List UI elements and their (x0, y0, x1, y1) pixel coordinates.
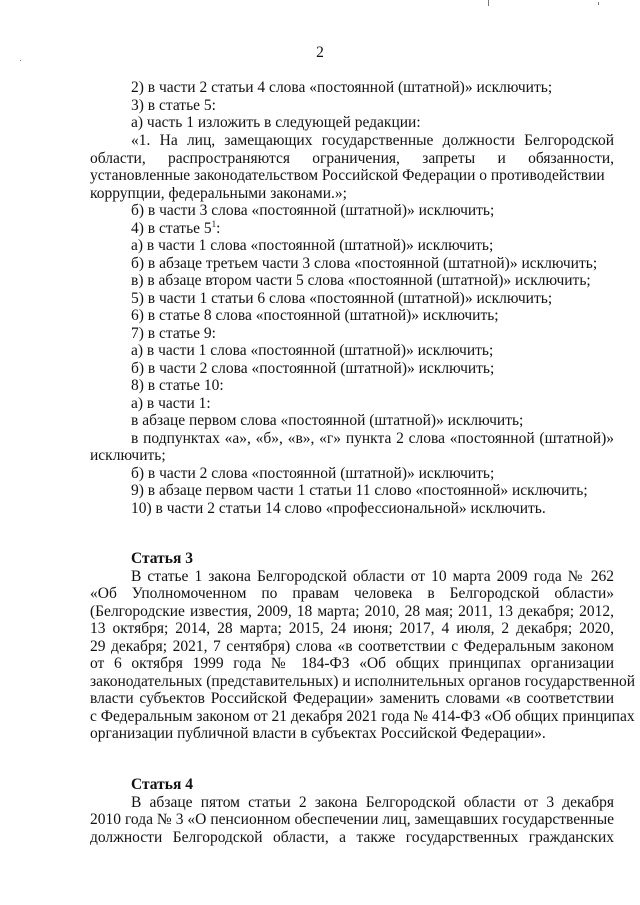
article-3-line: В статье 1 закона Белгородской области от 10 марта 2009 года № 262 (131, 568, 614, 585)
superscript: 1 (211, 218, 217, 229)
scan-mark (598, 2, 599, 5)
article-3-line: организации публичной власти в субъектах Российской Федерации». (90, 725, 546, 742)
article-3-line: (Белгородские известия, 2009, 18 марта; 2010, 28 мая; 2011, 13 декабря; 2012, (90, 603, 614, 620)
amendment-line: 10) в части 2 статьи 14 слово «профессиональной» исключить. (131, 500, 546, 517)
amendment-line: 2) в части 2 статьи 4 слова «постоянной (штатной)» исключить; (131, 79, 553, 96)
amendment-line: 5) в части 1 статьи 6 слова «постоянной (штатной)» исключить; (131, 290, 553, 307)
amendment-line: б) в части 2 слова «постоянной (штатной)» исключить; (131, 360, 495, 377)
article-4-line: должности Белгородской области, а также государственных гражданских (90, 829, 614, 846)
amendment-line: 7) в статье 9: (131, 325, 216, 342)
amendment-line: установленные законодательством Российской Федерации о противодействии (90, 167, 605, 184)
article-3-line: 13 октября; 2014, 28 марта; 2015, 24 июня; 2017, 4 июля, 2 декабря; 2020, (90, 620, 614, 637)
amendment-line: 9) в абзаце первом части 1 статьи 11 слово «постоянной» исключить; (131, 482, 588, 499)
amendment-line: б) в части 3 слова «постоянной (штатной)» исключить; (131, 202, 495, 219)
amendment-line: исключить; (90, 447, 166, 464)
article-3-line: законодательных (представительных) и исполнительных органов государственной (90, 673, 636, 690)
amendment-line: 8) в статье 10: (131, 377, 224, 394)
amendment-text: 4) в статье 5 (131, 220, 212, 237)
amendment-line: в абзаце первом слова «постоянной (штатной)» исключить; (131, 412, 524, 429)
amendment-line: в) в абзаце втором части 5 слова «постоянной (штатной)» исключить; (131, 272, 591, 289)
amendment-line: а) часть 1 изложить в следующей редакции: (131, 114, 421, 131)
page-number: 2 (316, 44, 324, 61)
article-3-line: власти субъектов Российской Федерации» заменить словами «в соответствии (90, 690, 614, 707)
article-3-line: от 6 октября 1999 года № 184-ФЗ «Об общих принципах организации (90, 655, 614, 672)
scan-mark (488, 0, 489, 6)
amendment-line: б) в абзаце третьем части 3 слова «постоянной (штатной)» исключить; (131, 255, 598, 272)
article-3-line: 29 декабря; 2021, 7 сентября) слова «в соответствии с Федеральным законом (90, 638, 614, 655)
amendment-line: б) в части 2 слова «постоянной (штатной)» исключить; (131, 465, 495, 482)
article-4-line: В абзаце пятом статьи 2 закона Белгородской области от 3 декабря (131, 794, 614, 811)
amendment-line: 4) в статье $5^1$: (131, 218, 221, 237)
article-4-heading: Статья 4 (131, 776, 193, 793)
amendment-line: 3) в статье 5: (131, 97, 216, 114)
amendment-line: коррупции, федеральными законами.»; (90, 185, 347, 202)
amendment-line: области, распространяются ограничения, запреты и обязанности, (90, 150, 614, 167)
amendment-line: а) в части 1 слова «постоянной (штатной)» исключить; (131, 342, 494, 359)
article-3-line: «Об Уполномоченном по правам человека в Белгородской области» (90, 585, 614, 602)
amendment-line: в подпунктах «а», «б», «в», «г» пункта 2 слова «постоянной (штатной)» (131, 430, 614, 447)
article-3-heading: Статья 3 (131, 550, 193, 567)
amendment-line: «1. На лиц, замещающих государственные должности Белгородской (131, 132, 614, 149)
article-4-line: 2010 года № 3 «О пенсионном обеспечении лиц, замещавших государственные (90, 811, 614, 828)
amendment-line: а) в части 1 слова «постоянной (штатной)» исключить; (131, 237, 494, 254)
amendment-line: а) в части 1: (131, 395, 211, 412)
amendment-line: 6) в статье 8 слова «постоянной (штатной)» исключить; (131, 307, 499, 324)
article-3-line: с Федеральным законом от 21 декабря 2021 года № 414-ФЗ «Об общих принципах (90, 708, 635, 725)
